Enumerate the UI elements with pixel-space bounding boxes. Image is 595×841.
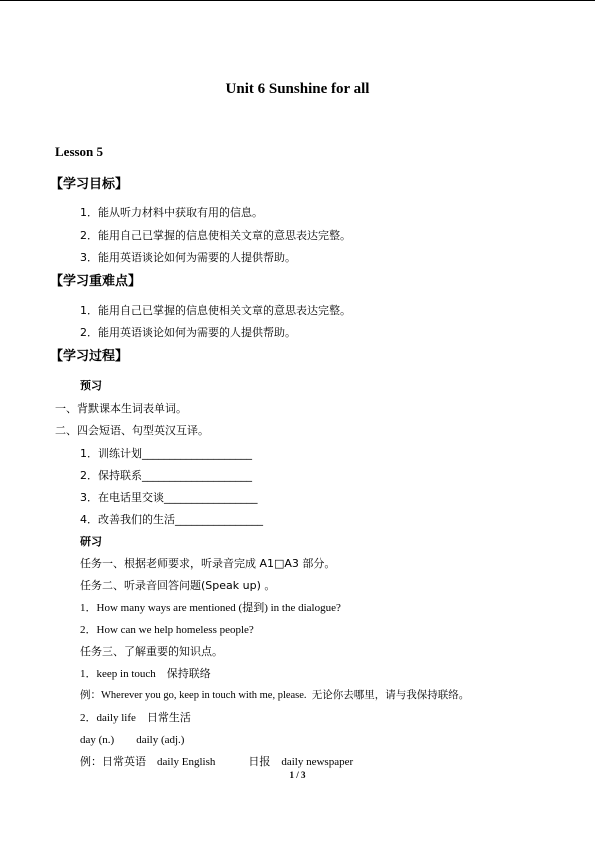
- preview-label: 预习: [80, 379, 102, 392]
- study-line: 任务三、了解重要的知识点。: [80, 645, 223, 658]
- study-line: 任务二、听录音回答问题(Speak up) 。: [80, 579, 276, 592]
- lesson-label: Lesson 5: [55, 144, 104, 159]
- objectives-heading: 【学习目标】: [50, 177, 129, 192]
- process-heading: 【学习过程】: [50, 349, 129, 364]
- study-line: 1．How many ways are mentioned (提到) in the dialogue?: [80, 602, 341, 614]
- objective-item: 2．能用自己已掌握的信息使相关文章的意思表达完整。: [80, 229, 351, 242]
- preview-item: 二、四会短语、句型英汉互译。: [55, 424, 209, 437]
- study-line: 2．How can we help homeless people?: [80, 624, 254, 636]
- key-points-heading: 【学习重难点】: [50, 274, 142, 289]
- study-label: 研习: [80, 535, 102, 548]
- study-line: 例：Wherever you go, keep in touch with me, please. 无论你去哪里，请与我保持联络。: [80, 690, 470, 701]
- translation-item: 4．改善我们的生活________________: [80, 513, 263, 526]
- objective-item: 3．能用英语谈论如何为需要的人提供帮助。: [80, 251, 296, 264]
- translation-item: 2．保持联系____________________: [80, 469, 252, 482]
- study-line: 例：日常英语 daily English 日报 daily newspaper: [80, 756, 354, 768]
- page-number: 1 / 3: [289, 770, 306, 780]
- objective-item: 1．能从听力材料中获取有用的信息。: [80, 206, 263, 219]
- preview-item: 一、背默课本生词表单词。: [55, 402, 187, 415]
- key-point-item: 2．能用英语谈论如何为需要的人提供帮助。: [80, 326, 296, 339]
- header-rule: [0, 0, 595, 1]
- document-title: Unit 6 Sunshine for all: [225, 81, 370, 97]
- study-line: 1．keep in touch 保持联络: [80, 668, 211, 680]
- study-line: 任务一、根据老师要求，听录音完成 A1□A3 部分。: [80, 557, 336, 570]
- translation-item: 1．训练计划____________________: [80, 447, 252, 460]
- translation-item: 3．在电话里交谈_________________: [80, 491, 258, 504]
- study-line: 2．daily life 日常生活: [80, 712, 191, 724]
- key-point-item: 1．能用自己已掌握的信息使相关文章的意思表达完整。: [80, 304, 351, 317]
- study-line: day (n.) daily (adj.): [80, 734, 185, 746]
